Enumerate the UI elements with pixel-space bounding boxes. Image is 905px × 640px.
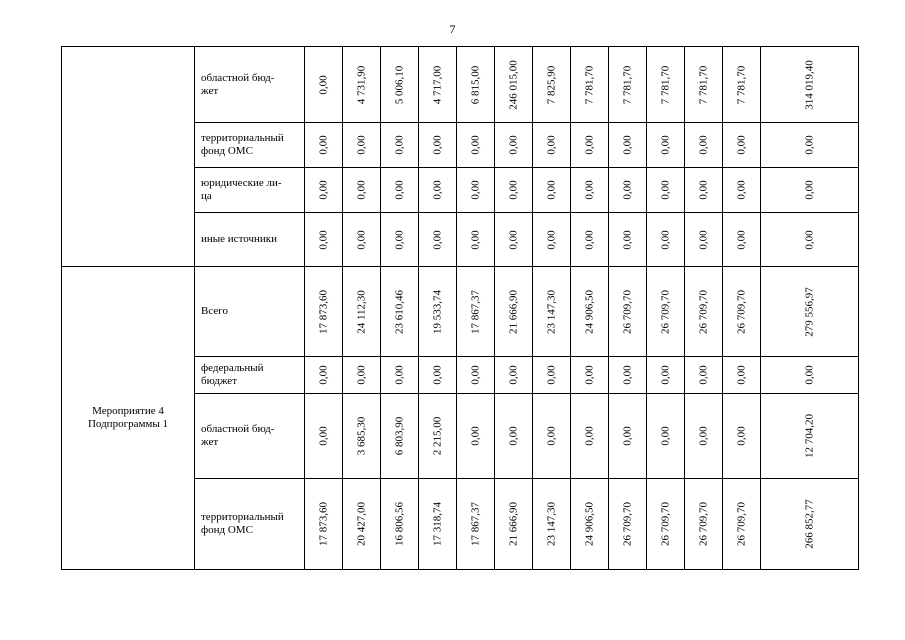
value-text: 5 006,10 [393,65,405,104]
value-text: 6 803,90 [393,416,405,456]
value-cell [723,123,761,168]
value-cell [685,123,723,168]
value-cell [457,267,495,357]
value-cell [419,213,457,267]
value-cell [647,267,685,357]
value-cell [495,357,533,394]
value-cell [305,123,343,168]
value-cell [495,479,533,570]
value-cell [685,357,723,394]
value-text: 0,00 [507,229,519,250]
value-text: 26 709,70 [735,502,747,546]
value-cell [609,357,647,394]
value-text: 7 781,70 [659,65,671,104]
value-text: 0,00 [393,135,405,155]
value-text: 0,00 [735,135,747,155]
value-text: 23 147,30 [545,289,557,334]
value-text: 16 806,56 [393,502,405,546]
value-text: 0,00 [735,365,747,385]
value-text: 0,00 [393,229,405,250]
value-text: 0,00 [545,180,557,200]
funding-source-cell [195,267,305,357]
value-text: 0,00 [355,229,367,250]
value-text: 0,00 [545,365,557,385]
total-cell [761,123,859,168]
value-cell [723,213,761,267]
value-text: 20 427,00 [355,502,367,546]
value-cell [609,267,647,357]
value-text: 0,00 [431,229,443,250]
value-cell [533,168,571,213]
value-cell [419,123,457,168]
value-cell [457,47,495,123]
value-text: 7 781,70 [735,65,747,104]
value-cell [723,47,761,123]
value-text: 24 906,50 [583,502,595,546]
value-text: 17 873,60 [317,502,329,546]
value-cell [381,267,419,357]
value-text: 0,00 [697,180,709,200]
value-text: 21 666,90 [507,502,519,546]
value-text: 0,00 [697,426,709,446]
value-text: 0,00 [431,180,443,200]
event-label-line: Мероприятие 4 [92,405,164,417]
value-text: 0,00 [469,135,481,155]
value-text: 26 709,70 [659,289,671,334]
value-text: 0,00 [393,180,405,200]
value-text: 0,00 [469,229,481,250]
value-text: 0,00 [735,229,747,250]
value-text: 0,00 [583,365,595,385]
funding-source-label: иные источники [201,233,277,245]
total-value-text: 266 852,77 [803,499,815,549]
value-text: 26 709,70 [621,289,633,334]
value-cell [723,394,761,479]
value-text: 0,00 [659,365,671,385]
value-text: 24 906,50 [583,289,595,334]
total-cell [761,479,859,570]
funding-source-label: областной бюд- жет [201,423,275,448]
table-body [62,47,859,570]
value-cell [457,213,495,267]
value-cell [571,357,609,394]
value-text: 0,00 [697,135,709,155]
value-text: 26 709,70 [659,502,671,546]
value-cell [647,123,685,168]
value-cell [571,479,609,570]
value-text: 0,00 [355,365,367,385]
value-text: 0,00 [545,426,557,446]
value-cell [381,47,419,123]
value-cell [419,357,457,394]
value-text: 0,00 [317,180,329,200]
value-cell [457,479,495,570]
funding-source-label: Всего [201,305,228,317]
event-label-line: Подпрограммы 1 [87,418,169,430]
value-text: 4 717,00 [431,65,443,104]
value-text: 0,00 [583,426,595,446]
value-text: 0,00 [621,229,633,250]
value-text: 0,00 [659,229,671,250]
value-text: 246 015,00 [507,59,519,110]
table-row [62,267,859,357]
value-cell [647,213,685,267]
value-cell [609,394,647,479]
value-cell [381,123,419,168]
value-text: 7 781,70 [621,65,633,104]
value-cell [343,168,381,213]
value-text: 7 781,70 [583,65,595,104]
value-cell [419,267,457,357]
value-cell [723,267,761,357]
value-cell [495,394,533,479]
value-text: 0,00 [317,74,329,95]
value-text: 7 825,90 [545,65,557,104]
value-cell [647,47,685,123]
value-text: 0,00 [431,365,443,385]
value-cell [533,394,571,479]
value-cell [685,267,723,357]
value-cell [571,394,609,479]
value-cell [533,47,571,123]
total-value-text: 0,00 [803,229,815,250]
value-cell [533,357,571,394]
value-text: 0,00 [659,180,671,200]
budget-table [61,46,859,570]
value-cell [457,357,495,394]
value-text: 23 147,30 [545,502,557,546]
value-text: 0,00 [355,135,367,155]
value-cell [419,479,457,570]
value-cell [305,213,343,267]
value-text: 0,00 [431,135,443,155]
value-text: 26 709,70 [697,289,709,334]
value-text: 21 666,90 [507,289,519,334]
value-cell [495,123,533,168]
funding-source-cell [195,357,305,394]
value-cell [305,394,343,479]
value-cell [381,479,419,570]
page-number: 7 [449,22,456,36]
value-cell [495,267,533,357]
value-text: 0,00 [545,229,557,250]
event-label-cell [62,47,195,267]
value-cell [495,213,533,267]
value-cell [609,47,647,123]
value-cell [381,213,419,267]
total-cell [761,394,859,479]
funding-source-label: территориальный фонд ОМС [201,132,284,157]
value-cell [381,357,419,394]
value-cell [571,213,609,267]
value-cell [647,168,685,213]
value-cell [609,479,647,570]
value-cell [419,168,457,213]
funding-source-cell [195,479,305,570]
value-text: 7 781,70 [697,65,709,104]
value-cell [609,213,647,267]
value-cell [571,267,609,357]
value-text: 0,00 [355,180,367,200]
value-cell [609,123,647,168]
value-cell [381,168,419,213]
value-cell [685,213,723,267]
value-text: 0,00 [317,135,329,155]
value-text: 0,00 [317,426,329,446]
value-text: 17 867,37 [469,502,481,546]
value-cell [533,213,571,267]
total-value-text: 279 556,97 [803,286,815,337]
value-text: 17 318,74 [431,502,443,546]
value-text: 17 867,37 [469,289,481,334]
value-text: 0,00 [583,180,595,200]
value-text: 0,00 [735,180,747,200]
value-text: 24 112,30 [355,289,367,334]
value-text: 0,00 [507,426,519,446]
value-cell [723,168,761,213]
funding-source-cell [195,213,305,267]
value-cell [685,394,723,479]
value-cell [647,357,685,394]
value-text: 0,00 [317,365,329,385]
total-cell [761,213,859,267]
value-text: 4 731,90 [355,65,367,104]
value-text: 6 815,00 [469,65,481,104]
value-text: 0,00 [621,135,633,155]
total-cell [761,168,859,213]
funding-source-label: федеральный бюджет [201,362,264,387]
total-value-text: 12 704,20 [803,414,815,458]
value-cell [305,47,343,123]
table-row [62,47,859,123]
value-text: 23 610,46 [393,289,405,334]
value-cell [343,47,381,123]
funding-source-cell [195,123,305,168]
value-cell [457,394,495,479]
value-text: 0,00 [507,180,519,200]
total-value-text: 0,00 [803,365,815,385]
value-text: 0,00 [697,229,709,250]
total-cell [761,357,859,394]
value-text: 0,00 [621,180,633,200]
value-cell [457,168,495,213]
value-cell [571,168,609,213]
value-cell [305,168,343,213]
value-text: 0,00 [583,229,595,250]
value-cell [419,394,457,479]
value-cell [343,267,381,357]
value-text: 0,00 [583,135,595,155]
value-text: 0,00 [659,426,671,446]
value-cell [305,357,343,394]
value-cell [533,123,571,168]
value-cell [305,267,343,357]
event-label-cell [62,267,195,570]
value-cell [343,479,381,570]
value-cell [647,479,685,570]
value-text: 0,00 [469,426,481,446]
value-cell [609,168,647,213]
funding-source-label: юридические ли- ца [201,177,282,202]
value-text: 0,00 [545,135,557,155]
value-cell [457,123,495,168]
value-text: 26 709,70 [697,502,709,546]
value-text: 0,00 [393,365,405,385]
value-text: 0,00 [659,135,671,155]
value-text: 26 709,70 [735,289,747,334]
value-cell [723,357,761,394]
value-text: 3 685,30 [355,416,367,456]
value-cell [685,479,723,570]
value-cell [381,394,419,479]
value-text: 2 215,00 [431,416,443,456]
value-cell [419,47,457,123]
value-text: 0,00 [735,426,747,446]
total-value-text: 314 019,40 [803,59,815,110]
value-cell [685,168,723,213]
funding-source-label: территориальный фонд ОМС [201,511,284,536]
value-cell [723,479,761,570]
value-cell [533,267,571,357]
value-cell [495,168,533,213]
funding-source-label: областной бюд- жет [201,71,275,97]
value-cell [685,47,723,123]
total-value-text: 0,00 [803,180,815,200]
value-cell [343,213,381,267]
value-text: 0,00 [317,229,329,250]
value-text: 0,00 [507,365,519,385]
value-text: 0,00 [469,365,481,385]
total-value-text: 0,00 [803,135,815,155]
total-cell [761,267,859,357]
value-cell [343,394,381,479]
value-text: 0,00 [621,365,633,385]
value-cell [495,47,533,123]
total-cell [761,47,859,123]
value-text: 0,00 [697,365,709,385]
funding-source-cell [195,168,305,213]
value-text: 0,00 [507,135,519,155]
value-cell [571,123,609,168]
value-text: 26 709,70 [621,502,633,546]
value-text: 0,00 [621,426,633,446]
value-cell [343,123,381,168]
value-cell [533,479,571,570]
value-cell [571,47,609,123]
value-text: 17 873,60 [317,289,329,334]
value-text: 0,00 [469,180,481,200]
value-cell [305,479,343,570]
funding-source-cell [195,47,305,123]
value-text: 19 533,74 [431,289,443,334]
value-cell [343,357,381,394]
value-cell [647,394,685,479]
funding-source-cell [195,394,305,479]
